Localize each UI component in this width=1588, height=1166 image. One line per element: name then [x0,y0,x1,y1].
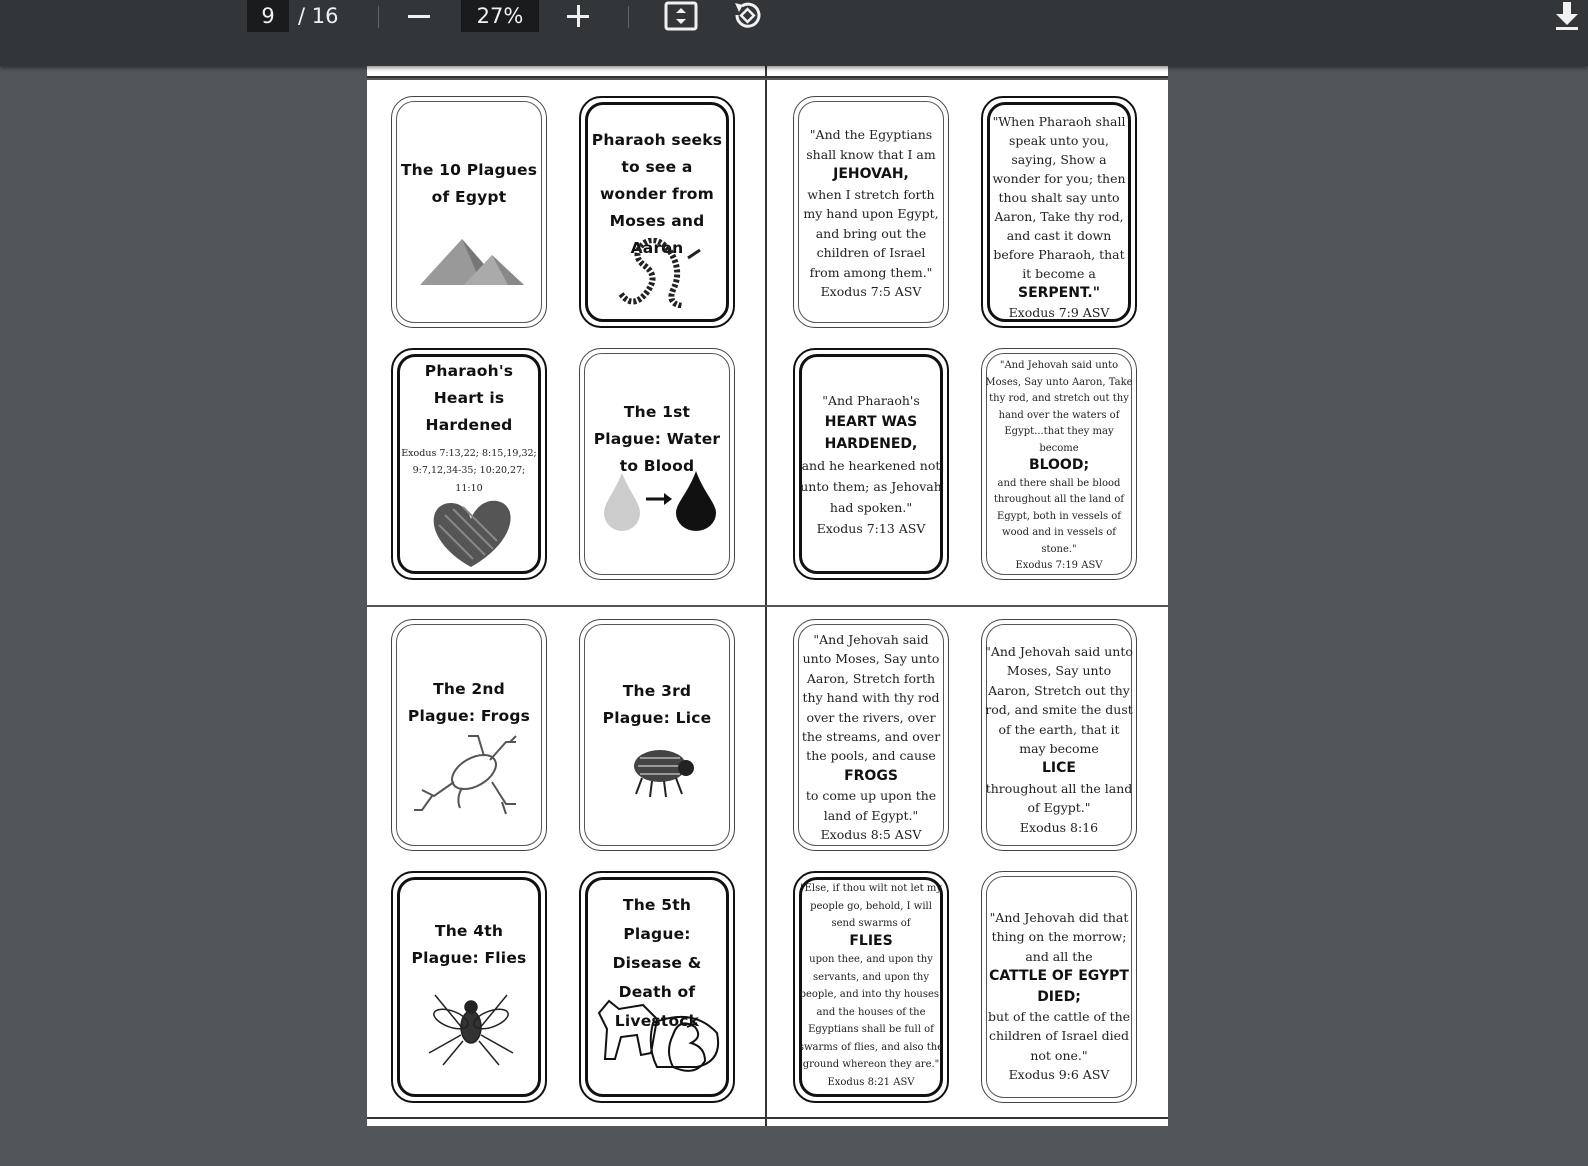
card-title: Pharaoh's Heart is Hardened [424,362,514,434]
rotate-button[interactable] [730,0,764,32]
cut-line [367,1117,1168,1119]
fit-page-button[interactable] [664,0,698,32]
zoom-out-button[interactable] [404,0,434,32]
page-number-input[interactable]: 9 [247,0,289,32]
verse-card [793,348,949,580]
verse-text: "And Pharaoh's HEART WAS HARDENED, and he hearkened not unto them; as Jehovah had spoken." Exodus 7:13 ASV [800,393,942,536]
pdf-page-previous [367,66,1168,78]
card-title: Pharaoh seeks to see a wonder from Moses and Aaron [591,131,723,257]
title-card [391,96,547,328]
rotate-icon [730,0,764,32]
verse-card [981,96,1137,328]
verse-text: "And Jehovah said unto Moses, Say unto Aaron, Stretch out thy rod, and smite the dust of the earth, that it may become LICE throughout all the land of Egypt." Exodus 8:16 [985,644,1133,835]
card-title: The 2nd Plague: Frogs [407,680,531,725]
verse-card [793,871,949,1103]
toolbar-divider [378,6,379,28]
verse-card [981,348,1137,580]
verse-text: "And Jehovah said unto Moses, Say unto Aaron, Stretch forth thy hand with thy rod over the rivers, over the streams, and over the pools, and cause FROGS to come up upon the land of Egypt." Exodus 8:5 ASV [801,632,941,843]
verse-text: "And Jehovah said unto Moses, Say unto Aaron, Take thy rod, and stretch out thy hand over the waters of Egypt...that they may become BLOOD; and there shall be blood throughout all the land of Egypt, both in vessels of wood and in vessels of stone." Exodus 7:19 ASV [985,360,1133,571]
verse-card [793,96,949,328]
verse-text: "And Jehovah did that thing on the morrow; and all the CATTLE OF EGYPT DIED; but of the cattle of the children of Israel died not one." Exodus 9:6 ASV [987,910,1131,1083]
card-reference: Exodus 7:13,22; 8:15,19,32; 9:7,12,34-35; 10:20,27; 11:10 [401,448,537,494]
verse-card [981,871,1137,1103]
zoom-in-button[interactable] [564,2,594,32]
card-title: The 10 Plagues of Egypt [400,161,538,206]
pyramids-icon [392,217,548,287]
title-card [579,619,735,851]
verse-text: "When Pharaoh shall speak unto you, saying, Show a wonder for you; then thou shalt say unto Aaron, Take thy rod, and cast it down before Pharaoh, that it become a SERPENT." Exodus 7:9 ASV [992,114,1126,320]
fit-page-icon [664,0,698,32]
title-card [391,619,547,851]
pdf-page [367,607,1168,1126]
louse-icon [580,738,736,798]
title-card [579,871,735,1103]
livestock-icon [581,983,737,1083]
water-to-blood-icon [580,467,736,531]
card-title: The 5th Plague: Disease & Death of Livestock [612,896,702,1030]
verse-text: "Else, if thou wilt not let my people go, behold, I will send swarms of FLIES upon thee, and upon thy servants, and upon thy people, and into thy houses: and the houses of the Egyptians shall be full of swarms of flies, and also the ground whereon they are." Exodus 8:21 ASV [798,883,944,1088]
pdf-page [367,80,1168,605]
title-card [391,348,547,580]
toolbar-divider [628,6,629,28]
pdf-toolbar [0,0,1588,66]
title-card [579,348,735,580]
card-title: The 1st Plague: Water to Blood [593,403,721,475]
verse-card [793,619,949,851]
download-button[interactable] [1552,0,1582,32]
card-title: The 4th Plague: Flies [411,922,527,967]
heart-icon [393,495,549,570]
cut-line [765,66,767,76]
title-card [391,871,547,1103]
frog-icon [392,732,548,818]
verse-text: "And the Egyptians shall know that I am JEHOVAH, when I stretch forth my hand upon Egypt, and bring out the children of Israel from among them." Exodus 7:5 ASV [803,127,939,299]
card-title: The 3rd Plague: Lice [602,682,712,727]
cut-line [765,607,767,1126]
zoom-level-input[interactable]: 27% [461,0,539,32]
cut-line [765,80,767,605]
fly-icon [393,983,549,1069]
snake-icon [581,238,737,308]
page-total-label: / 16 [298,4,339,28]
download-icon [1552,0,1582,32]
verse-card [981,619,1137,851]
title-card [579,96,735,328]
